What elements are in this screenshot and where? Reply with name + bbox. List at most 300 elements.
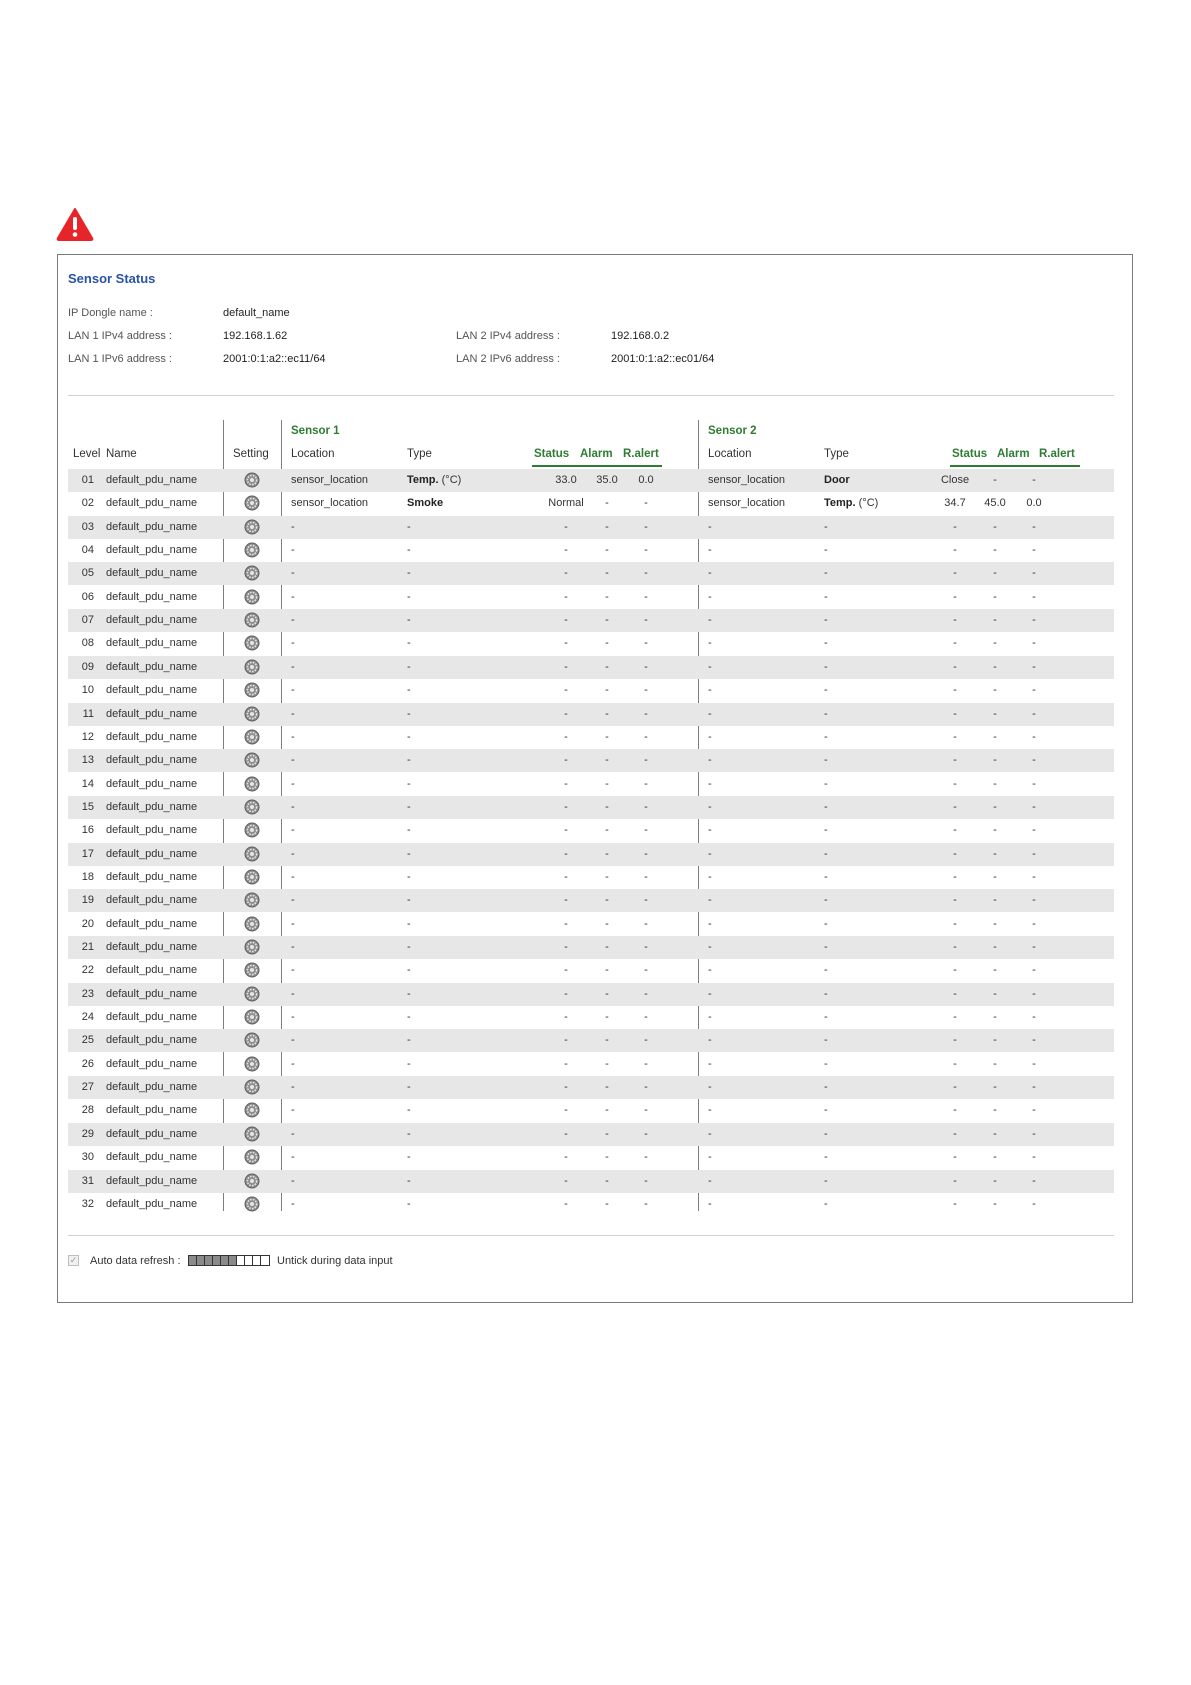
s2-location: -	[708, 1127, 712, 1140]
s1-alarm: -	[605, 1174, 609, 1187]
s2-ralert: -	[1032, 1174, 1036, 1187]
table-row	[68, 562, 1114, 585]
s1-alarm: -	[605, 824, 609, 837]
s2-type: -	[824, 917, 828, 930]
s2-alarm: -	[993, 1057, 997, 1070]
s2-type	[824, 497, 878, 509]
s1-ralert: -	[644, 754, 648, 767]
gear-icon[interactable]	[244, 682, 260, 698]
table-row	[68, 1006, 1114, 1029]
row-level: 04	[81, 544, 94, 557]
row-level: 15	[81, 800, 94, 813]
s1-type: -	[407, 987, 411, 1000]
row-name: default_pdu_name	[106, 474, 198, 486]
s2-ralert: -	[1032, 847, 1036, 860]
row-name: default_pdu_name	[106, 520, 198, 533]
row-name: default_pdu_name	[106, 730, 198, 743]
table-row	[68, 889, 1114, 912]
s2-alarm: -	[993, 917, 997, 930]
s1-type: -	[407, 730, 411, 743]
s2-type: -	[824, 1174, 828, 1187]
s1-alarm: -	[605, 684, 609, 697]
s1-status: -	[564, 1034, 568, 1047]
s2-alarm: -	[993, 684, 997, 697]
s2-location: -	[708, 1151, 712, 1164]
s1-status: -	[564, 941, 568, 953]
s1-location: -	[291, 590, 295, 603]
s2-alarm: -	[993, 544, 997, 557]
s1-location: -	[291, 684, 295, 697]
s2-type: -	[824, 847, 828, 860]
s2-col-alarm: Alarm	[997, 448, 1030, 460]
s2-alarm: -	[993, 870, 997, 883]
s1-alarm: -	[605, 1127, 609, 1140]
s1-ralert: -	[644, 707, 648, 720]
s2-status: -	[953, 964, 957, 977]
s2-ralert: -	[1032, 1057, 1036, 1070]
s2-type: -	[824, 894, 828, 907]
progress-segment	[245, 1256, 253, 1265]
row-name: default_pdu_name	[106, 824, 198, 837]
s2-status: -	[953, 590, 957, 603]
s1-location: -	[291, 870, 295, 883]
s2-type: -	[824, 987, 828, 1000]
row-name: default_pdu_name	[106, 987, 198, 1000]
s1-alarm: -	[605, 894, 609, 907]
row-level: 09	[81, 660, 94, 673]
s2-type: -	[824, 684, 828, 697]
s1-col-ralert: R.alert	[623, 448, 659, 460]
gear-icon[interactable]	[244, 706, 260, 722]
gear-icon[interactable]	[244, 1149, 260, 1165]
gear-icon[interactable]	[244, 776, 260, 792]
s2-status: -	[953, 1057, 957, 1070]
row-name: default_pdu_name	[106, 637, 198, 650]
table-row	[68, 469, 1114, 492]
s2-type: -	[824, 964, 828, 977]
s2-status: -	[953, 544, 957, 557]
s2-type: -	[824, 870, 828, 883]
s2-alarm: -	[993, 1151, 997, 1164]
table-row	[68, 609, 1114, 632]
s1-ralert: -	[644, 544, 648, 557]
gear-icon[interactable]	[244, 916, 260, 932]
auto-refresh-note: Untick during data input	[277, 1255, 393, 1267]
s2-status: -	[953, 800, 957, 813]
s1-ralert: -	[644, 684, 648, 697]
row-level: 20	[81, 917, 94, 930]
progress-segment	[197, 1256, 205, 1265]
s1-alarm: -	[605, 660, 609, 673]
lan1-ipv4-value: 192.168.1.62	[223, 330, 288, 342]
table-row	[68, 656, 1114, 679]
gear-icon[interactable]	[244, 1009, 260, 1025]
s2-location: -	[708, 847, 712, 860]
s2-location: -	[708, 520, 712, 533]
gear-icon[interactable]	[244, 659, 260, 675]
gear-icon[interactable]	[244, 962, 260, 978]
s2-type: -	[824, 1081, 828, 1094]
s1-status: -	[564, 870, 568, 883]
s1-status: -	[564, 987, 568, 1000]
gear-icon[interactable]	[244, 1196, 260, 1212]
table-row	[68, 1193, 1114, 1216]
gear-icon[interactable]	[244, 565, 260, 581]
s2-type: -	[824, 824, 828, 837]
s2-alarm: -	[993, 777, 997, 790]
s1-status: -	[564, 1197, 568, 1210]
s2-alarm: -	[993, 847, 997, 860]
row-name: default_pdu_name	[106, 800, 198, 813]
s1-type: -	[407, 684, 411, 697]
s2-type: -	[824, 800, 828, 813]
s2-status: -	[953, 1174, 957, 1187]
row-level: 24	[81, 1011, 94, 1024]
s1-type: -	[407, 800, 411, 813]
s1-status: -	[564, 824, 568, 837]
s1-status: -	[564, 707, 568, 720]
s2-location: -	[708, 754, 712, 767]
row-level: 11	[82, 707, 94, 720]
s2-status: -	[953, 1034, 957, 1047]
row-level: 22	[81, 964, 94, 977]
gear-icon[interactable]	[244, 635, 260, 651]
s1-underline	[532, 465, 662, 467]
s1-status: -	[564, 660, 568, 673]
s1-type-name: Smoke	[407, 497, 444, 510]
s2-status: -	[953, 917, 957, 930]
s1-ralert: -	[644, 1057, 648, 1070]
table-row	[68, 516, 1114, 539]
row-level: 23	[81, 987, 94, 1000]
s1-col-status: Status	[534, 448, 570, 460]
s2-col-location: Location	[708, 448, 752, 460]
s1-alarm: -	[605, 964, 609, 977]
table-row	[68, 1146, 1114, 1169]
s2-alarm: -	[993, 1104, 997, 1117]
s2-ralert: -	[1032, 1197, 1036, 1210]
row-name: default_pdu_name	[106, 1197, 198, 1210]
s2-type: -	[824, 1104, 828, 1117]
s2-ralert: -	[1032, 684, 1036, 697]
s1-type: -	[407, 707, 411, 720]
row-name: default_pdu_name	[106, 684, 198, 697]
s2-ralert: -	[1032, 894, 1036, 907]
gear-icon[interactable]	[244, 1079, 260, 1095]
s1-alarm: -	[605, 497, 609, 510]
s2-alarm: -	[993, 614, 997, 627]
progress-segment	[221, 1256, 229, 1265]
s1-location: -	[291, 777, 295, 790]
s2-location: -	[708, 917, 712, 930]
s1-ralert: -	[644, 1127, 648, 1140]
s1-ralert: -	[644, 847, 648, 860]
gear-icon[interactable]	[244, 799, 260, 815]
s1-location: -	[291, 754, 295, 767]
s1-location: -	[291, 1011, 295, 1024]
s1-location: sensor_location	[291, 497, 369, 510]
s2-status: -	[953, 1127, 957, 1140]
s2-alarm: -	[993, 754, 997, 767]
gear-icon[interactable]	[244, 1126, 260, 1142]
s2-status: -	[953, 847, 957, 860]
row-name: default_pdu_name	[106, 614, 198, 627]
s1-location: -	[291, 544, 295, 557]
s2-ralert: -	[1032, 987, 1036, 1000]
s1-ralert: 0.0	[638, 474, 654, 486]
s1-location: -	[291, 1104, 295, 1117]
s1-status: -	[564, 1081, 568, 1094]
s1-alarm: -	[605, 1197, 609, 1210]
gear-icon[interactable]	[244, 472, 260, 488]
row-name: default_pdu_name	[106, 707, 198, 720]
s1-status: -	[564, 1011, 568, 1024]
s1-ralert: -	[644, 1174, 648, 1187]
s1-location: -	[291, 824, 295, 837]
row-name: default_pdu_name	[106, 847, 198, 860]
s2-alarm: -	[993, 474, 997, 486]
s2-underline	[950, 465, 1080, 467]
s1-location: -	[291, 987, 295, 1000]
s1-type: -	[407, 941, 411, 953]
gear-icon[interactable]	[244, 822, 260, 838]
s2-status: -	[953, 824, 957, 837]
row-level: 19	[81, 894, 94, 907]
table-row	[68, 1053, 1114, 1076]
s2-ralert: -	[1032, 941, 1036, 953]
row-name: default_pdu_name	[106, 1011, 198, 1024]
auto-refresh-checkbox[interactable]: ✓	[69, 1255, 78, 1265]
s1-type: -	[407, 637, 411, 650]
s1-type: -	[407, 824, 411, 837]
s2-type: -	[824, 1011, 828, 1024]
s1-location: -	[291, 1174, 295, 1187]
gear-icon[interactable]	[244, 1056, 260, 1072]
s2-ralert: -	[1032, 1104, 1036, 1117]
s1-alarm: -	[605, 544, 609, 557]
s2-ralert: -	[1032, 590, 1036, 603]
s2-type-name: Temp.	[824, 497, 856, 510]
progress-segment	[189, 1256, 197, 1265]
s1-type	[407, 497, 443, 509]
s2-status: -	[953, 987, 957, 1000]
s1-type: -	[407, 894, 411, 907]
gear-icon[interactable]	[244, 892, 260, 908]
s2-type: -	[824, 567, 828, 580]
s1-alarm: 35.0	[596, 474, 618, 486]
table-row	[68, 703, 1114, 726]
row-level: 06	[81, 590, 94, 603]
s2-type: -	[824, 754, 828, 767]
s2-alarm: -	[993, 964, 997, 977]
s1-ralert: -	[644, 870, 648, 883]
s1-status: -	[564, 917, 568, 930]
s1-location: -	[291, 730, 295, 743]
s2-location: -	[708, 1034, 712, 1047]
row-name: default_pdu_name	[106, 894, 198, 907]
s1-type: -	[407, 870, 411, 883]
row-level: 01	[81, 474, 94, 486]
s2-location: -	[708, 637, 712, 650]
row-name: default_pdu_name	[106, 660, 198, 673]
progress-segment	[253, 1256, 261, 1265]
s2-type: -	[824, 1127, 828, 1140]
s2-alarm: -	[993, 730, 997, 743]
s2-status: -	[953, 637, 957, 650]
s2-location: -	[708, 730, 712, 743]
col-level: Level	[73, 448, 101, 460]
row-level: 02	[81, 497, 94, 510]
s2-ralert: -	[1032, 777, 1036, 790]
s2-type: -	[824, 637, 828, 650]
s1-status: -	[564, 684, 568, 697]
s1-alarm: -	[605, 1104, 609, 1117]
s2-location: -	[708, 1174, 712, 1187]
gear-icon[interactable]	[244, 495, 260, 511]
gear-icon[interactable]	[244, 542, 260, 558]
s2-type: -	[824, 730, 828, 743]
progress-segment	[261, 1256, 269, 1265]
s2-location: -	[708, 544, 712, 557]
s1-status: -	[564, 777, 568, 790]
s1-alarm: -	[605, 567, 609, 580]
s2-type: -	[824, 590, 828, 603]
gear-icon[interactable]	[244, 939, 260, 955]
s1-type-unit: (°C)	[438, 474, 462, 486]
s1-location: -	[291, 800, 295, 813]
gear-icon[interactable]	[244, 986, 260, 1002]
s1-status: -	[564, 894, 568, 907]
s1-type: -	[407, 1151, 411, 1164]
s2-ralert: -	[1032, 870, 1036, 883]
row-name: default_pdu_name	[106, 1151, 198, 1164]
s2-status: -	[953, 660, 957, 673]
lan1-ipv6-value: 2001:0:1:a2::ec11/64	[223, 353, 326, 365]
s2-ralert: -	[1032, 544, 1036, 557]
s2-ralert: -	[1032, 637, 1036, 650]
gear-icon[interactable]	[244, 1032, 260, 1048]
s1-alarm: -	[605, 1011, 609, 1024]
gear-icon[interactable]	[244, 519, 260, 535]
s2-ralert: 0.0	[1026, 497, 1042, 510]
s1-ralert: -	[644, 941, 648, 953]
row-name: default_pdu_name	[106, 497, 198, 510]
s2-ralert: -	[1032, 730, 1036, 743]
s2-col-type: Type	[824, 448, 849, 460]
s1-status: -	[564, 800, 568, 813]
gear-icon[interactable]	[244, 729, 260, 745]
s1-alarm: -	[605, 590, 609, 603]
gear-icon[interactable]	[244, 869, 260, 885]
lan2-ipv4-label: LAN 2 IPv4 address :	[456, 330, 560, 342]
table-row	[68, 679, 1114, 702]
s2-status: -	[953, 941, 957, 953]
gear-icon[interactable]	[244, 1173, 260, 1189]
s1-status: -	[564, 590, 568, 603]
table-row	[68, 1029, 1114, 1052]
s2-status: -	[953, 707, 957, 720]
sensor-status-panel	[57, 254, 1133, 1303]
s1-ralert: -	[644, 1104, 648, 1117]
s2-ralert: -	[1032, 1127, 1036, 1140]
table-row	[68, 586, 1114, 609]
s2-status: -	[953, 684, 957, 697]
gear-icon[interactable]	[244, 589, 260, 605]
s1-ralert: -	[644, 800, 648, 813]
s2-type	[824, 474, 850, 486]
s2-status: -	[953, 870, 957, 883]
row-level: 32	[81, 1197, 94, 1210]
s1-status: -	[564, 1151, 568, 1164]
table-row	[68, 632, 1114, 655]
s1-status: -	[564, 754, 568, 767]
gear-icon[interactable]	[244, 612, 260, 628]
table-row	[68, 866, 1114, 889]
s2-ralert: -	[1032, 520, 1036, 533]
gear-icon[interactable]	[244, 846, 260, 862]
s2-location: -	[708, 567, 712, 580]
s2-location: -	[708, 684, 712, 697]
s2-location: -	[708, 590, 712, 603]
row-name: default_pdu_name	[106, 1034, 198, 1047]
s1-ralert: -	[644, 894, 648, 907]
lan2-ipv6-label: LAN 2 IPv6 address :	[456, 353, 560, 365]
s1-ralert: -	[644, 567, 648, 580]
s1-col-location: Location	[291, 448, 335, 460]
row-level: 21	[81, 941, 94, 953]
s1-ralert: -	[644, 497, 648, 510]
s2-status: -	[953, 1151, 957, 1164]
table-row	[68, 959, 1114, 982]
s2-type: -	[824, 707, 828, 720]
s1-type: -	[407, 1057, 411, 1070]
row-level: 28	[81, 1104, 94, 1117]
gear-icon[interactable]	[244, 1102, 260, 1118]
s1-ralert: -	[644, 520, 648, 533]
s1-location: -	[291, 941, 295, 953]
dongle-name-label: IP Dongle name :	[68, 307, 153, 319]
refresh-progress	[188, 1255, 270, 1266]
s1-status: -	[564, 637, 568, 650]
s2-alarm: -	[993, 567, 997, 580]
s2-status: -	[953, 777, 957, 790]
row-level: 25	[81, 1034, 94, 1047]
s2-location: -	[708, 614, 712, 627]
row-name: default_pdu_name	[106, 917, 198, 930]
s2-ralert: -	[1032, 824, 1036, 837]
s1-type: -	[407, 777, 411, 790]
gear-icon[interactable]	[244, 752, 260, 768]
table-row	[68, 1076, 1114, 1099]
device-info	[68, 307, 1068, 367]
s1-type: -	[407, 544, 411, 557]
s2-type: -	[824, 941, 828, 953]
s2-ralert: -	[1032, 614, 1036, 627]
s1-ralert: -	[644, 1151, 648, 1164]
s1-location: -	[291, 707, 295, 720]
s1-location: -	[291, 567, 295, 580]
lan1-ipv6-label: LAN 1 IPv6 address :	[68, 353, 172, 365]
s2-ralert: -	[1032, 754, 1036, 767]
row-level: 31	[81, 1174, 94, 1187]
table-row	[68, 819, 1114, 842]
s1-ralert: -	[644, 824, 648, 837]
s2-alarm: -	[993, 1197, 997, 1210]
s1-type: -	[407, 590, 411, 603]
progress-segment	[229, 1256, 237, 1265]
col-setting: Setting	[233, 448, 269, 460]
auto-refresh-bar	[68, 1255, 668, 1269]
